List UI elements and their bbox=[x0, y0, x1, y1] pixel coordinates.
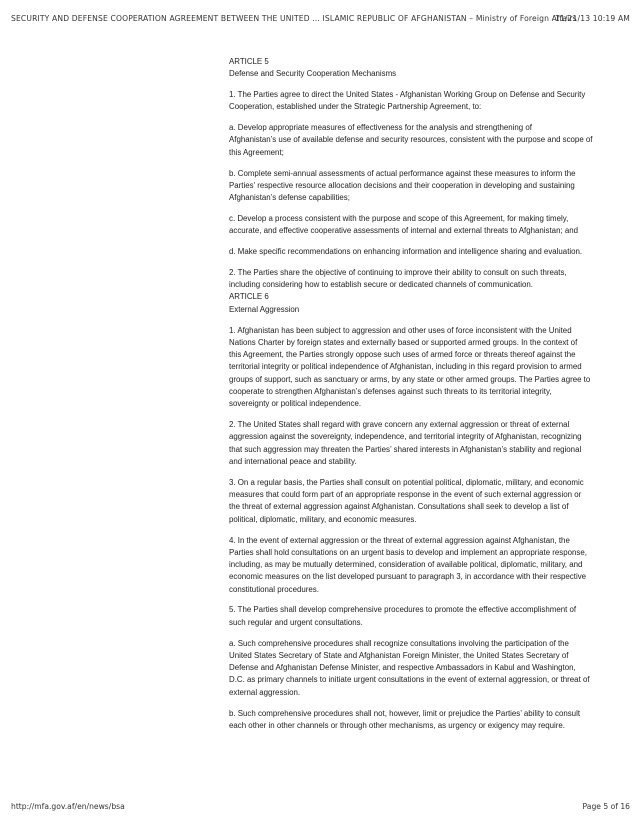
article-6-paragraph-4: 4. In the event of external aggression or the threat of external aggression against Afghanistan, the Parties shall hold consultations on an urgent basis to develop and implement an appropriate response, including, as may be mutually determined, consideration of available political, diplomatic, military, and economic measures on the list developed pursuant to paragraph 3, in accordance with their respective constitutional procedures. bbox=[229, 535, 587, 594]
article-6-paragraph-2: 2. The United States shall regard with grave concern any external aggression or threat of external aggression against the sovereignty, independence, and territorial integrity of Afghanistan, recognizing that such aggression may threaten the Parties’ shared interests in Afghanistan’s stability and regional and international peace and stability. bbox=[229, 420, 582, 467]
page-header-title: SECURITY AND DEFENSE COOPERATION AGREEMENT BETWEEN THE UNITED ... ISLAMIC REPUBLIC OF AFGHANISTAN – Ministry of Foreign Affairs bbox=[11, 14, 577, 23]
page-number: Page 5 of 16 bbox=[582, 802, 630, 811]
article-6-paragraph-1: 1. Afghanistan has been subject to aggression and other uses of force inconsistent with the United Nations Charter by foreign states and externally based or supported armed groups. In the context of this Agreement, the Parties strongly oppose such uses of armed force or threats thereof against the territorial integrity or political independence of Afghanistan, including in this regard provision to armed groups of support, such as sanctuary or arms, by any state or other armed groups. The Parties agree to cooperate to strengthen Afghanistan’s defenses against such threats to its territorial integrity, sovereignty or political independence. bbox=[229, 325, 591, 409]
document-body bbox=[229, 56, 609, 732]
article-6-item-b: b. Such comprehensive procedures shall not, however, limit or prejudice the Parties’ ability to consult each other in other channels or through other mechanisms, as urgency or exigency may require. bbox=[229, 708, 581, 730]
article-5-item-b: b. Complete semi-annual assessments of actual performance against these measures to inform the Parties’ respective resource allocation decisions and their cooperation in developing and sustaining Afghanistan’s defense capabilities; bbox=[229, 168, 576, 203]
footer-url: http://mfa.gov.af/en/news/bsa bbox=[11, 802, 125, 811]
article-5-item-c: c. Develop a process consistent with the purpose and scope of this Agreement, for making timely, accurate, and effective cooperative assessments of internal and external threats to Afghanistan; and bbox=[229, 213, 579, 236]
article-5-paragraph-2-and-article-6-heading: 2. The Parties share the objective of continuing to improve their ability to consult on such threats, including considering how to establish secure or dedicated channels of communication. ARTICLE 6 External Aggression bbox=[229, 267, 567, 314]
article-6-paragraph-5: 5. The Parties shall develop comprehensive procedures to promote the effective accomplishment of such regular and urgent consultations. bbox=[229, 605, 577, 627]
article-5-item-d: d. Make specific recommendations on enhancing information and intelligence sharing and evaluation. bbox=[229, 247, 583, 257]
article-5-item-a: a. Develop appropriate measures of effectiveness for the analysis and strengthening of Afghanistan’s use of available defense and security resources, consistent with the purpose and scope of this Agreement; bbox=[229, 123, 593, 157]
article-5-paragraph-1: 1. The Parties agree to direct the United States - Afghanistan Working Group on Defense and Security Cooperation, established under the Strategic Partnership Agreement, to: bbox=[229, 90, 586, 112]
article-6-item-a: a. Such comprehensive procedures shall recognize consultations involving the participation of the United States Secretary of State and Afghanistan Foreign Minister, the United States Secretary of Defense and Afghanistan Defense Minister, and respective Ambassadors in Kabul and Washington, D.C. as primary channels to initiate urgent consultations in the event of external aggression, or threat of external aggression. bbox=[229, 638, 590, 697]
print-datetime: 11/21/13 10:19 AM bbox=[554, 14, 630, 23]
article-5-heading: ARTICLE 5 Defense and Security Cooperation Mechanisms bbox=[229, 57, 397, 79]
article-6-paragraph-3: 3. On a regular basis, the Parties shall consult on potential political, diplomatic, military, and economic measures that could form part of an appropriate response in the event of such external aggression or the threat of external aggression against Afghanistan. Consultations shall seek to develop a list of political, diplomatic, military, and economic measures. bbox=[229, 477, 584, 524]
